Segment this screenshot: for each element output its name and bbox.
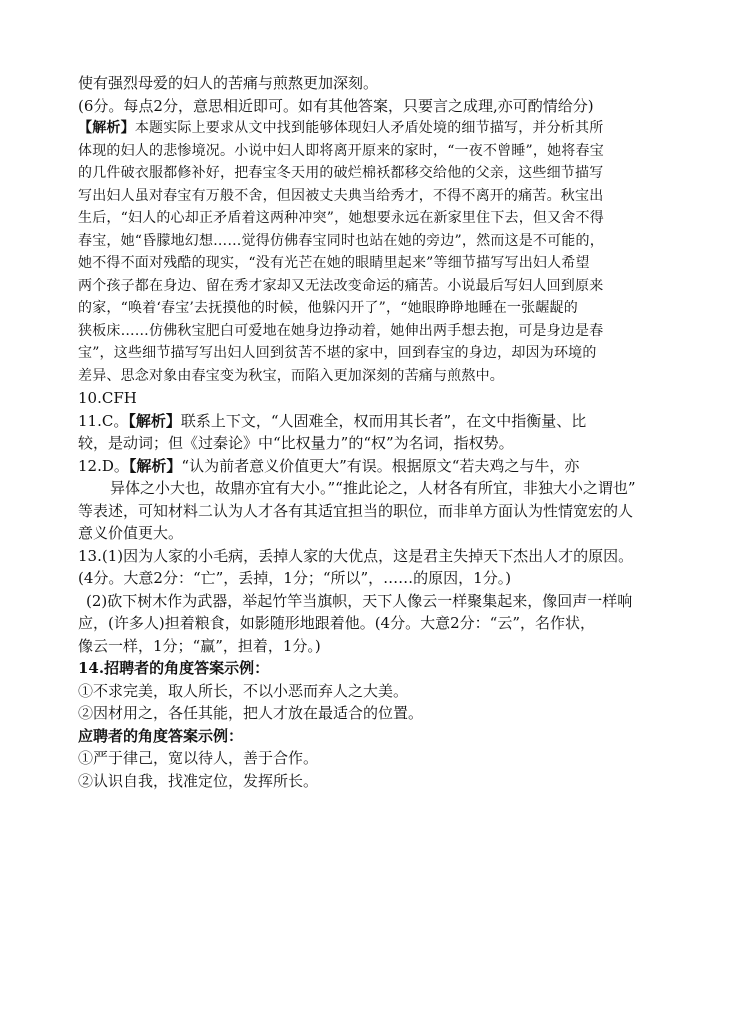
- text-line: 异体之小大也，故鼎亦宜有大小。”“推此论之，人材各有所宜，非独大小之谓也”: [110, 479, 636, 497]
- answer-11-text: 联系上下文，“人固难全，权而用其长者”，在文中指衡量、比: [180, 411, 587, 430]
- text-line: 较，是动词；但《过秦论》中“比权量力”的“权”为名词，指权势。: [78, 434, 514, 452]
- list-item: ①不求完美，取人所长，不以小恶而弃人之大美。: [78, 681, 409, 700]
- analysis-line: 差异、思念对象由春宝变为秋宝，而陷入更加深刻的苦痛与煎熬中。: [78, 367, 504, 384]
- list-item: ②因材用之，各任其能，把人才放在最适合的位置。: [78, 704, 424, 722]
- answer-10: 10.CFH: [78, 389, 137, 407]
- text-line: 等表述，可知材料二认为人才各有其适宜担当的职位，而非单方面认为性情宽宏的人: [78, 501, 634, 520]
- list-item: ①严于律己，宽以待人，善于合作。: [78, 749, 319, 767]
- answer-12-choice: 12.D。: [78, 456, 129, 475]
- analysis-text: 本题实际上要求从文中找到能够体现妇人矛盾处境的细节描写，并分析其所: [134, 120, 604, 136]
- analysis-tag: 【解析】: [128, 411, 181, 430]
- answer-13-2: (2)砍下树木作为武器，举起竹竿当旗帜，天下人像云一样聚集起来，像回声一样响: [86, 591, 633, 610]
- answer-12: [78, 455, 666, 478]
- answer-13-1: 13.(1)因为人家的小毛病，丢掉人家的大优点，这是君主失掉天下杰出人才的原因。: [78, 546, 634, 565]
- scoring-note: (6分。每点2分，意思相近即可。如有其他答案，只要言之成理,亦可酌情给分): [78, 96, 594, 115]
- analysis-line: 的家，“唤着‘春宝’去抚摸他的时候，他躲闪开了”，“她眼睁睁地睡在一张龌龊的: [78, 300, 578, 316]
- analysis-tag: 【解析】: [128, 456, 182, 475]
- analysis-line: 体现的妇人的悲惨境况。小说中妇人即将离开原来的家时，“一夜不曾睡”，她将春宝: [78, 142, 604, 159]
- analysis-line: 写出妇人虽对春宝有万般不舍，但因被丈夫典当给秀才，不得不离开的痛苦。秋宝出: [78, 187, 604, 204]
- analysis-line: 狭板床……仿佛秋宝肥白可爱地在她身边挣动着，她伸出两手想去抱，可是身边是春: [78, 322, 604, 339]
- analysis-line: 的几件破衣服都修补好，把春宝冬天用的破烂棉袄都移交给他的父亲，这些细节描写: [78, 165, 604, 181]
- section-heading: 应聘者的角度答案示例：: [78, 726, 244, 745]
- analysis-tag: 【解析】: [78, 120, 135, 136]
- analysis-line: 春宝，她“昏朦地幻想……觉得仿佛春宝同时也站在她的旁边”，然而这是不可能的，: [78, 232, 604, 249]
- analysis-line: 两个孩子都在身边、留在秀才家却又无法改变命运的痛苦。小说最后写妇人回到原来: [78, 277, 604, 294]
- analysis-line: 她不得不面对残酷的现实，“没有光芒在她的眼睛里起来”等细节描写写出妇人希望: [78, 255, 590, 271]
- scoring-note: (4分。大意2分：“亡”，丢掉，1分；“所以”，……的原因，1分。): [78, 569, 512, 587]
- text-line: 像云一样，1分；“赢”，担着，1分。): [78, 636, 321, 655]
- answer-12-text: “认为前者意义价值更大”有误。根据原文“若夫鸡之与牛，亦: [181, 456, 580, 475]
- analysis-line: 生后，“妇人的心却正矛盾着这两种冲突”，她想要永远在新家里住下去，但又舍不得: [78, 210, 604, 226]
- answer-document: [78, 72, 666, 792]
- answer-11: [78, 410, 666, 433]
- text-line: 意义价值更大。: [78, 524, 184, 542]
- analysis-line: 宝”，这些细节描写写出妇人回到贫苦不堪的家中，回到春宝的身边，却因为环境的: [78, 345, 597, 361]
- answer-11-choice: 11.C。: [78, 411, 129, 430]
- text-line: 应，(许多人)担着粮食，如影随形地跟着他。(4分。大意2分：“云”，名作状，: [78, 614, 595, 632]
- text-line: 使有强烈母爱的妇人的苦痛与煎熬更加深刻。: [78, 74, 379, 92]
- answer-14-heading: 14.招聘者的角度答案示例：: [78, 659, 270, 677]
- analysis-line: [78, 117, 666, 140]
- list-item: ②认识自我，找准定位，发挥所长。: [78, 771, 319, 790]
